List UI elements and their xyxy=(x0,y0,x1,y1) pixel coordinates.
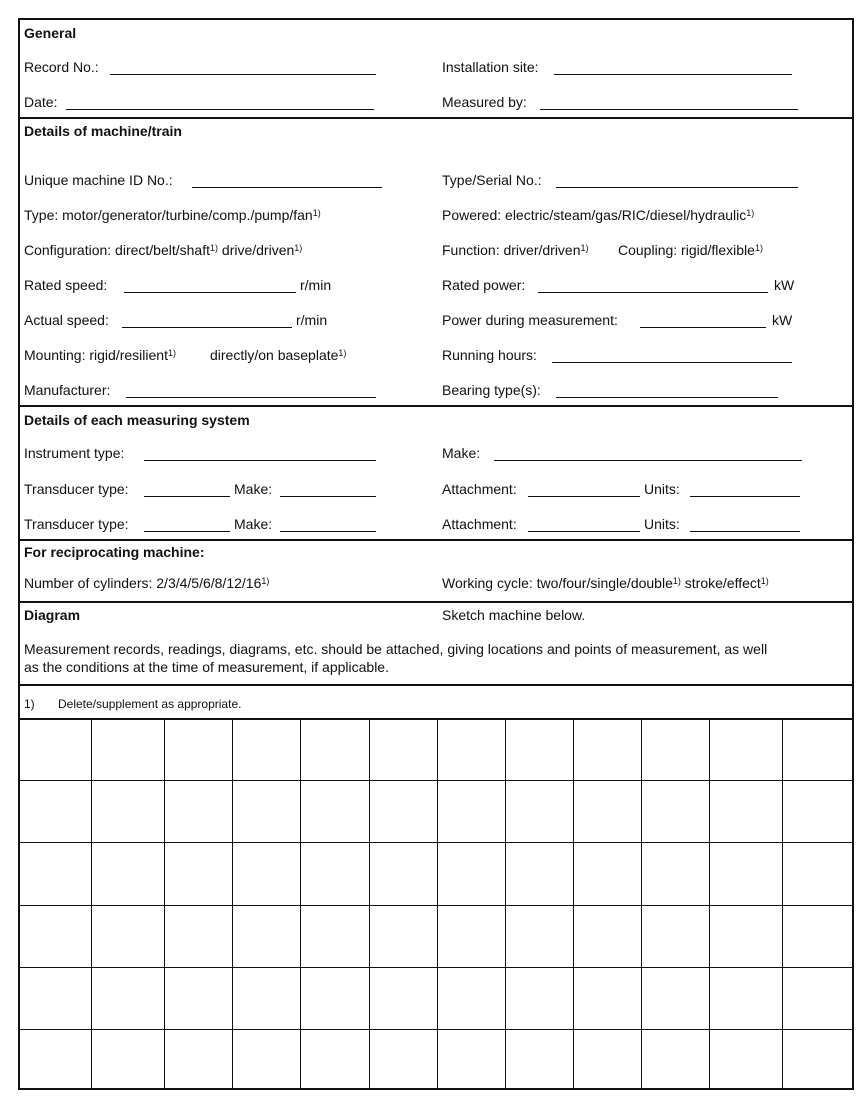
footnote-text: Delete/supplement as appropriate. xyxy=(58,697,242,711)
record-no-label: Record No.: xyxy=(24,59,99,75)
footnote-ref: 1) xyxy=(294,243,303,253)
attachment-label-2: Attachment: xyxy=(442,516,517,532)
units-field-2[interactable] xyxy=(690,531,800,532)
unique-id-label: Unique machine ID No.: xyxy=(24,172,173,188)
units-label-1: Units: xyxy=(644,481,680,497)
record-no-field[interactable] xyxy=(110,74,376,75)
grid-horizontal-line xyxy=(20,1029,852,1030)
mounting-base-text: directly/on baseplate xyxy=(210,347,339,363)
section-heading-reciprocating: For reciprocating machine: xyxy=(24,544,205,560)
date-label: Date: xyxy=(24,94,58,110)
power-measurement-field[interactable] xyxy=(640,327,766,328)
actual-speed-label: Actual speed: xyxy=(24,312,109,328)
make-label: Make: xyxy=(442,445,481,461)
mounting-options[interactable] xyxy=(24,346,176,364)
sketch-note: Sketch machine below. xyxy=(442,607,586,623)
coupling-options[interactable] xyxy=(618,241,763,259)
footnote-ref: 1) xyxy=(261,576,270,586)
rated-speed-label: Rated speed: xyxy=(24,277,108,293)
grid-horizontal-line xyxy=(20,842,852,843)
transducer-type-label-2: Transducer type: xyxy=(24,516,129,532)
data-sheet-form xyxy=(18,18,854,1090)
transducer-type-field-2[interactable] xyxy=(144,531,230,532)
instructions-line-1: Measurement records, readings, diagrams, etc. should be attached, giving locations and points of measurement, as well xyxy=(24,641,768,657)
section-heading-general: General xyxy=(24,25,77,41)
running-hours-field[interactable] xyxy=(552,362,792,363)
manufacturer-label: Manufacturer: xyxy=(24,382,111,398)
grid-vertical-line xyxy=(641,720,642,1088)
power-measurement-unit: kW xyxy=(772,312,793,328)
grid-vertical-line xyxy=(369,720,370,1088)
unique-id-field[interactable] xyxy=(192,187,382,188)
cylinders-text: Number of cylinders: 2/3/4/5/6/8/12/16 xyxy=(24,575,262,591)
footnote-ref: 1) xyxy=(210,243,219,253)
grid-horizontal-line xyxy=(20,780,852,781)
instrument-type-field[interactable] xyxy=(144,460,376,461)
grid-vertical-line xyxy=(300,720,301,1088)
configuration-text: Configuration: direct/belt/shaft xyxy=(24,242,210,258)
type-serial-field[interactable] xyxy=(556,187,798,188)
footnote-ref: 1) xyxy=(312,208,321,218)
section-divider-diagram xyxy=(20,601,852,603)
machine-type-text: Type: motor/generator/turbine/comp./pump/fan xyxy=(24,207,313,223)
powered-text: Powered: electric/steam/gas/RIC/diesel/hydraulic xyxy=(442,207,747,223)
machine-type-options[interactable] xyxy=(24,206,321,224)
mounting-text: Mounting: rigid/resilient xyxy=(24,347,168,363)
grid-vertical-line xyxy=(437,720,438,1088)
attachment-label-1: Attachment: xyxy=(442,481,517,497)
working-cycle-options[interactable] xyxy=(442,574,769,592)
cylinders-options[interactable] xyxy=(24,574,269,592)
bearing-types-label: Bearing type(s): xyxy=(442,382,541,398)
manufacturer-field[interactable] xyxy=(126,397,376,398)
installation-site-label: Installation site: xyxy=(442,59,539,75)
date-field[interactable] xyxy=(66,109,374,110)
grid-vertical-line xyxy=(782,720,783,1088)
grid-horizontal-line xyxy=(20,967,852,968)
actual-speed-unit: r/min xyxy=(296,312,328,328)
section-divider-measuring xyxy=(20,405,852,407)
footnote-ref: 1) xyxy=(167,348,176,358)
installation-site-field[interactable] xyxy=(554,74,792,75)
grid-vertical-line xyxy=(709,720,710,1088)
section-divider-machine xyxy=(20,117,852,119)
grid-vertical-line xyxy=(505,720,506,1088)
function-options[interactable] xyxy=(442,241,589,259)
function-text: Function: driver/driven xyxy=(442,242,581,258)
bearing-types-field[interactable] xyxy=(556,397,778,398)
measured-by-field[interactable] xyxy=(540,109,798,110)
measured-by-label: Measured by: xyxy=(442,94,527,110)
transducer-make-field-1[interactable] xyxy=(280,496,376,497)
grid-vertical-line xyxy=(164,720,165,1088)
stroke-effect-text: stroke/effect xyxy=(680,575,761,591)
section-heading-diagram: Diagram xyxy=(24,607,81,623)
footnote-ref: 1) xyxy=(338,348,347,358)
rated-power-field[interactable] xyxy=(538,292,768,293)
footnote-marker: 1) xyxy=(24,697,35,711)
section-divider-reciprocating xyxy=(20,539,852,541)
rated-power-unit: kW xyxy=(774,277,795,293)
running-hours-label: Running hours: xyxy=(442,347,537,363)
footnote-ref: 1) xyxy=(672,576,681,586)
mounting-base-options[interactable] xyxy=(210,346,346,364)
grid-vertical-line xyxy=(91,720,92,1088)
instructions-line-2: as the conditions at the time of measurement, if applicable. xyxy=(24,659,389,675)
power-measurement-label: Power during measurement: xyxy=(442,312,618,328)
powered-options[interactable] xyxy=(442,206,754,224)
type-serial-label: Type/Serial No.: xyxy=(442,172,542,188)
working-cycle-text: Working cycle: two/four/single/double xyxy=(442,575,673,591)
instrument-type-label: Instrument type: xyxy=(24,445,125,461)
footnote-divider xyxy=(20,684,852,686)
sketch-grid[interactable] xyxy=(20,718,852,1088)
drive-driven-text: drive/driven xyxy=(218,242,295,258)
footnote-ref: 1) xyxy=(746,208,755,218)
configuration-options[interactable] xyxy=(24,241,302,259)
transducer-make-label-1: Make: xyxy=(234,481,273,497)
attachment-field-1[interactable] xyxy=(528,496,640,497)
grid-vertical-line xyxy=(232,720,233,1088)
attachment-field-2[interactable] xyxy=(528,531,640,532)
footnote-ref: 1) xyxy=(580,243,589,253)
grid-horizontal-line xyxy=(20,905,852,906)
make-field[interactable] xyxy=(494,460,802,461)
transducer-type-label-1: Transducer type: xyxy=(24,481,129,497)
section-heading-measuring: Details of each measuring system xyxy=(24,412,250,428)
transducer-make-field-2[interactable] xyxy=(280,531,376,532)
transducer-type-field-1[interactable] xyxy=(144,496,230,497)
coupling-text: Coupling: rigid/flexible xyxy=(618,242,755,258)
section-heading-machine: Details of machine/train xyxy=(24,123,182,139)
rated-speed-unit: r/min xyxy=(300,277,332,293)
units-label-2: Units: xyxy=(644,516,680,532)
grid-vertical-line xyxy=(573,720,574,1088)
rated-speed-field[interactable] xyxy=(124,292,296,293)
footnote-ref: 1) xyxy=(760,576,769,586)
footnote-ref: 1) xyxy=(754,243,763,253)
rated-power-label: Rated power: xyxy=(442,277,526,293)
units-field-1[interactable] xyxy=(690,496,800,497)
actual-speed-field[interactable] xyxy=(122,327,292,328)
transducer-make-label-2: Make: xyxy=(234,516,273,532)
